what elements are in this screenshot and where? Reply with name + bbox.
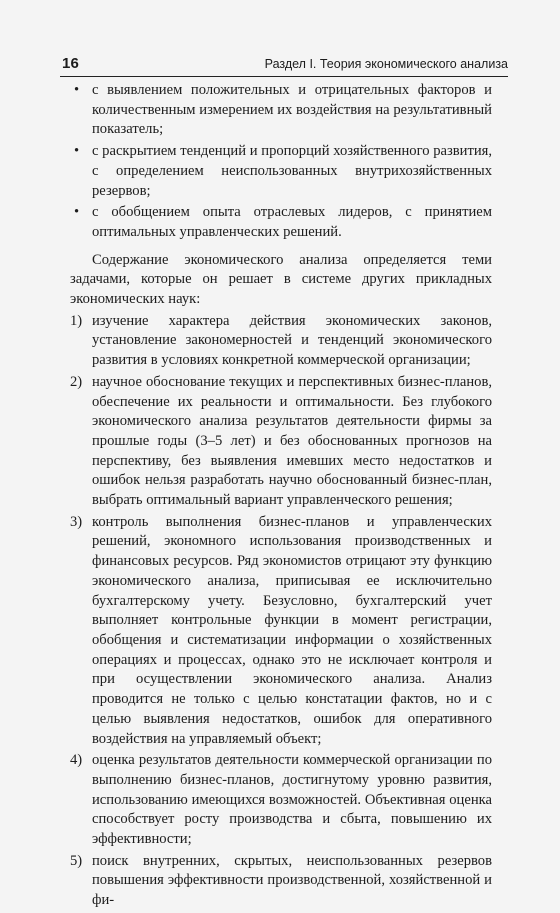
bullet-list <box>70 81 492 243</box>
numbered-item <box>70 373 492 511</box>
numbered-item <box>70 513 492 749</box>
bullet-text: с обобщением опыта отраслевых лидеров, с принятием оптимальных управленческих решений. <box>92 204 492 240</box>
numbered-item <box>70 751 492 850</box>
bullet-marker: • <box>74 82 80 98</box>
numbered-item <box>70 312 492 371</box>
page-body <box>70 81 492 913</box>
item-number: 3) <box>70 513 83 530</box>
intro-paragraph: Содержание экономического анализа определяется теми задачами, которые он решает в системе других прикладных экономических наук: <box>70 251 492 308</box>
running-title: Раздел I. Теория экономического анализа <box>264 57 508 71</box>
bullet-text: с раскрытием тенденций и пропорций хозяйственного развития, с определением неиспользованных внутрихозяйственных резервов; <box>92 143 492 199</box>
item-number: 2) <box>70 373 83 390</box>
running-header <box>60 54 508 77</box>
item-number: 4) <box>70 752 83 769</box>
bullet-item <box>70 81 492 140</box>
bullet-item <box>70 203 492 242</box>
item-number: 1) <box>70 312 83 329</box>
item-text: научное обоснование текущих и перспективных бизнес-планов, обеспечение их реальности и оптимальности. Без глубокого экономического анализа результатов деятельности фирмы за прошлые годы (3–5 лет) и без обоснованных прогнозов на перспективу, без выявления имевших место недостатков и ошибок нельзя разработать научно обоснованный бизнес-план, выбрать оптимальный вариант управленческого решения; <box>92 373 492 509</box>
numbered-list <box>70 312 492 911</box>
item-number: 5) <box>70 852 83 869</box>
item-text: изучение характера действия экономических законов, установление закономерностей и тенденций экономического развития в условиях конкретной коммерческой организации; <box>92 312 492 369</box>
item-text: контроль выполнения бизнес-планов и управленческих решений, экономного использования производственных и финансовых ресурсов. Ряд экономистов отрицают эту функцию экономического анализа, приписывая ее исключительно бухгалтерскому учету. Безусловно, бухгалтерский учет выполняет контрольные функции в момент регистрации, обобщения и систематизации информации о хозяйственных операциях и процессах, однако это не исключает контроля и при осуществлении экономического анализа. Анализ проводится не только с целью констатации фактов, но и с целью выявления недостатков, ошибок для оперативного воздействия на управляемый объект; <box>92 513 492 747</box>
item-text: оценка результатов деятельности коммерческой организации по выполнению бизнес-планов, достигнутому уровню развития, использованию имеющихся возможностей. Объективная оценка способствует росту производства и сбыта, повышению их эффективности; <box>92 752 492 848</box>
numbered-item <box>70 852 492 911</box>
bullet-marker: • <box>74 204 80 221</box>
bullet-text: с выявлением положительных и отрицательных факторов и количественным измерением их воздействия на результативный показатель; <box>92 82 492 138</box>
bullet-marker: • <box>74 143 80 160</box>
item-text: поиск внутренних, скрытых, неиспользованных резервов повышения эффективности производственной, хозяйственной и фи- <box>92 852 492 909</box>
page-number: 16 <box>62 55 80 72</box>
bullet-item <box>70 142 492 201</box>
